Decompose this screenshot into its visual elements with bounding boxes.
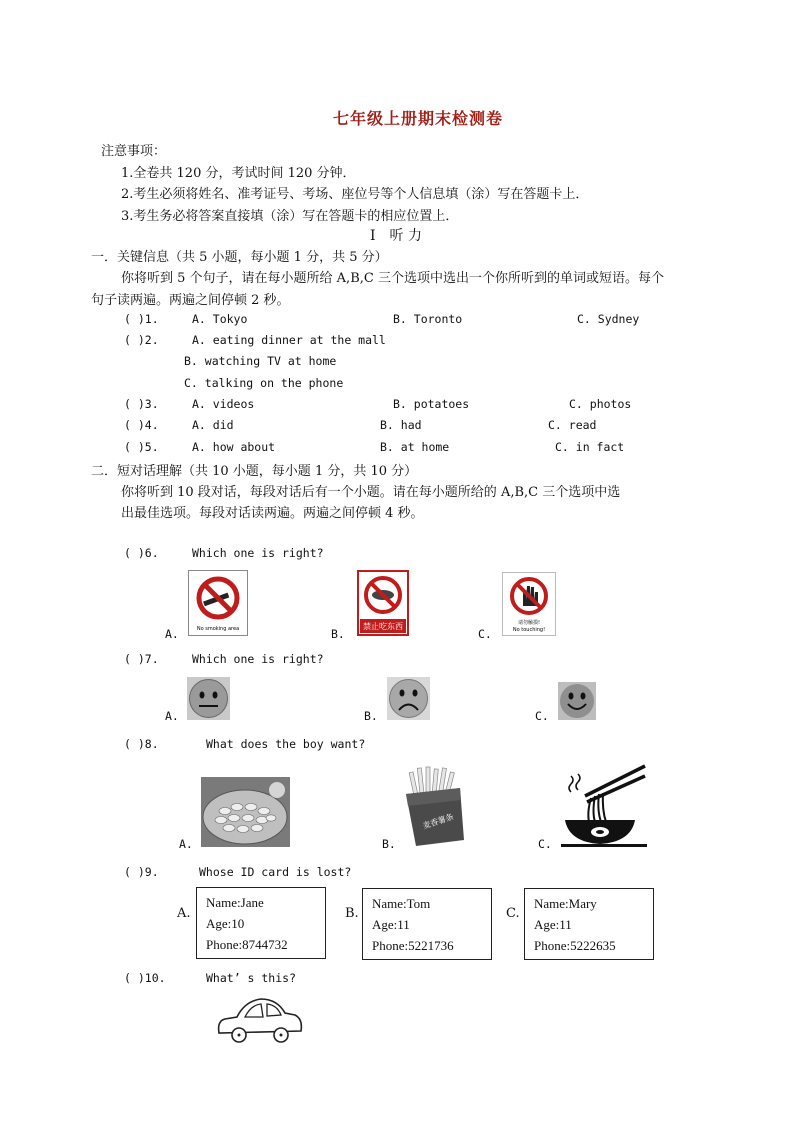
id-card-name: Name:Jane (206, 895, 264, 910)
id-card-phone: Phone:5222635 (534, 938, 616, 953)
question-number: ( )9. (124, 865, 159, 879)
car-drawing (215, 995, 305, 1045)
id-card-age: Age:11 (534, 917, 572, 932)
dumplings-image (201, 777, 290, 847)
happy-face-icon (558, 682, 596, 720)
section1-instructions: 你将听到 5 个句子，请在每小题所给 A,B,C 三个选项中选出一个你所听到的单词或短语。每个 (121, 271, 664, 286)
option-c: C. in fact (555, 440, 625, 454)
question-text: Which one is right? (192, 652, 324, 666)
option-a: A. (179, 837, 193, 851)
question-number: ( )4. (124, 418, 159, 432)
no-touching-sign (502, 572, 556, 636)
neutral-face-icon (187, 677, 230, 720)
option-a: A. how about (192, 440, 276, 454)
option-c: C. read (548, 418, 597, 432)
option-a: A. Tokyo (192, 312, 248, 326)
section2-instructions: 出最佳选项。每段对话读两遍。两遍之间停顿 4 秒。 (121, 506, 424, 521)
no-smoking-sign (188, 570, 248, 636)
question-number: ( )7. (124, 652, 159, 666)
option-b: B. (382, 837, 396, 851)
section2-heading: 二．短对话理解（共 10 小题，每小题 1 分，共 10 分） (91, 464, 418, 479)
section1-heading: 一．关键信息（共 5 小题，每小题 1 分，共 5 分） (91, 250, 388, 265)
id-card-name: Name:Tom (372, 896, 431, 911)
id-card-phone: Phone:8744732 (206, 937, 288, 952)
id-card (196, 887, 326, 959)
notice-item: 1.全卷共 120 分，考试时间 120 分钟． (121, 166, 356, 181)
question-number: ( )8. (124, 737, 159, 751)
option-b: B. (331, 627, 345, 641)
id-card-phone: Phone:5221736 (372, 938, 454, 953)
question-number: ( )5. (124, 440, 159, 454)
id-card (524, 888, 654, 960)
option-c: C. (478, 627, 492, 641)
french-fries-image (402, 766, 468, 848)
no-eating-sign (357, 570, 409, 636)
sign-caption: No smoking area (196, 626, 240, 632)
option-c: C. photos (569, 397, 632, 411)
option-a: A. (165, 627, 179, 641)
question-number: ( )1. (124, 312, 159, 326)
question-number: ( )2. (124, 333, 159, 347)
question-text: What’ s this? (206, 971, 297, 985)
option-b: B. Toronto (393, 312, 463, 326)
sign-caption: 请勿触摸! (517, 620, 541, 626)
option-c: C. (506, 906, 520, 921)
option-b: B. had (380, 418, 422, 432)
sign-caption: No touching! (512, 627, 546, 633)
part-title: I 听 力 (370, 228, 422, 244)
id-card-name: Name:Mary (534, 896, 597, 911)
option-b: B. watching TV at home (184, 354, 337, 368)
notice-item: 3.考生务必将答案直接填（涂）写在答题卡的相应位置上． (121, 209, 459, 224)
option-a: A. eating dinner at the mall (192, 333, 386, 347)
section1-instructions: 句子读两遍。两遍之间停顿 2 秒。 (91, 293, 290, 308)
noodles-bowl-image (561, 762, 647, 848)
option-b: B. potatoes (393, 397, 470, 411)
option-a: A. (165, 709, 179, 723)
page-title: 七年级上册期末检测卷 (333, 109, 504, 128)
section2-instructions: 你将听到 10 段对话，每段对话后有一个小题。请在每小题所给的 A,B,C 三个选项中选 (121, 485, 621, 500)
notice-item: 2.考生必须将姓名、准考证号、考场、座位号等个人信息填（涂）写在答题卡上． (121, 187, 589, 202)
question-number: ( )10. (124, 971, 166, 985)
option-c: C. Sydney (577, 312, 640, 326)
option-b: B. (364, 709, 378, 723)
option-a: A. (177, 906, 191, 921)
question-number: ( )3. (124, 397, 159, 411)
id-card-age: Age:10 (206, 916, 245, 931)
id-card (362, 888, 492, 960)
id-card-age: Age:11 (372, 917, 410, 932)
option-c: C. (538, 837, 552, 851)
option-c: C. (535, 709, 549, 723)
question-text: Which one is right? (192, 546, 324, 560)
option-a: A. did (192, 418, 234, 432)
notice-heading: 注意事项： (101, 144, 167, 159)
option-b: B. (345, 906, 359, 921)
sign-caption: 禁止吃东西 (363, 622, 403, 631)
fries-box-label: 麦香薯条 (421, 812, 455, 831)
question-text: Whose ID card is lost? (199, 865, 352, 879)
option-a: A. videos (192, 397, 255, 411)
sad-face-icon (387, 677, 430, 720)
option-b: B. at home (380, 440, 450, 454)
question-text: What does the boy want? (206, 737, 366, 751)
question-number: ( )6. (124, 546, 159, 560)
option-c: C. talking on the phone (184, 376, 344, 390)
